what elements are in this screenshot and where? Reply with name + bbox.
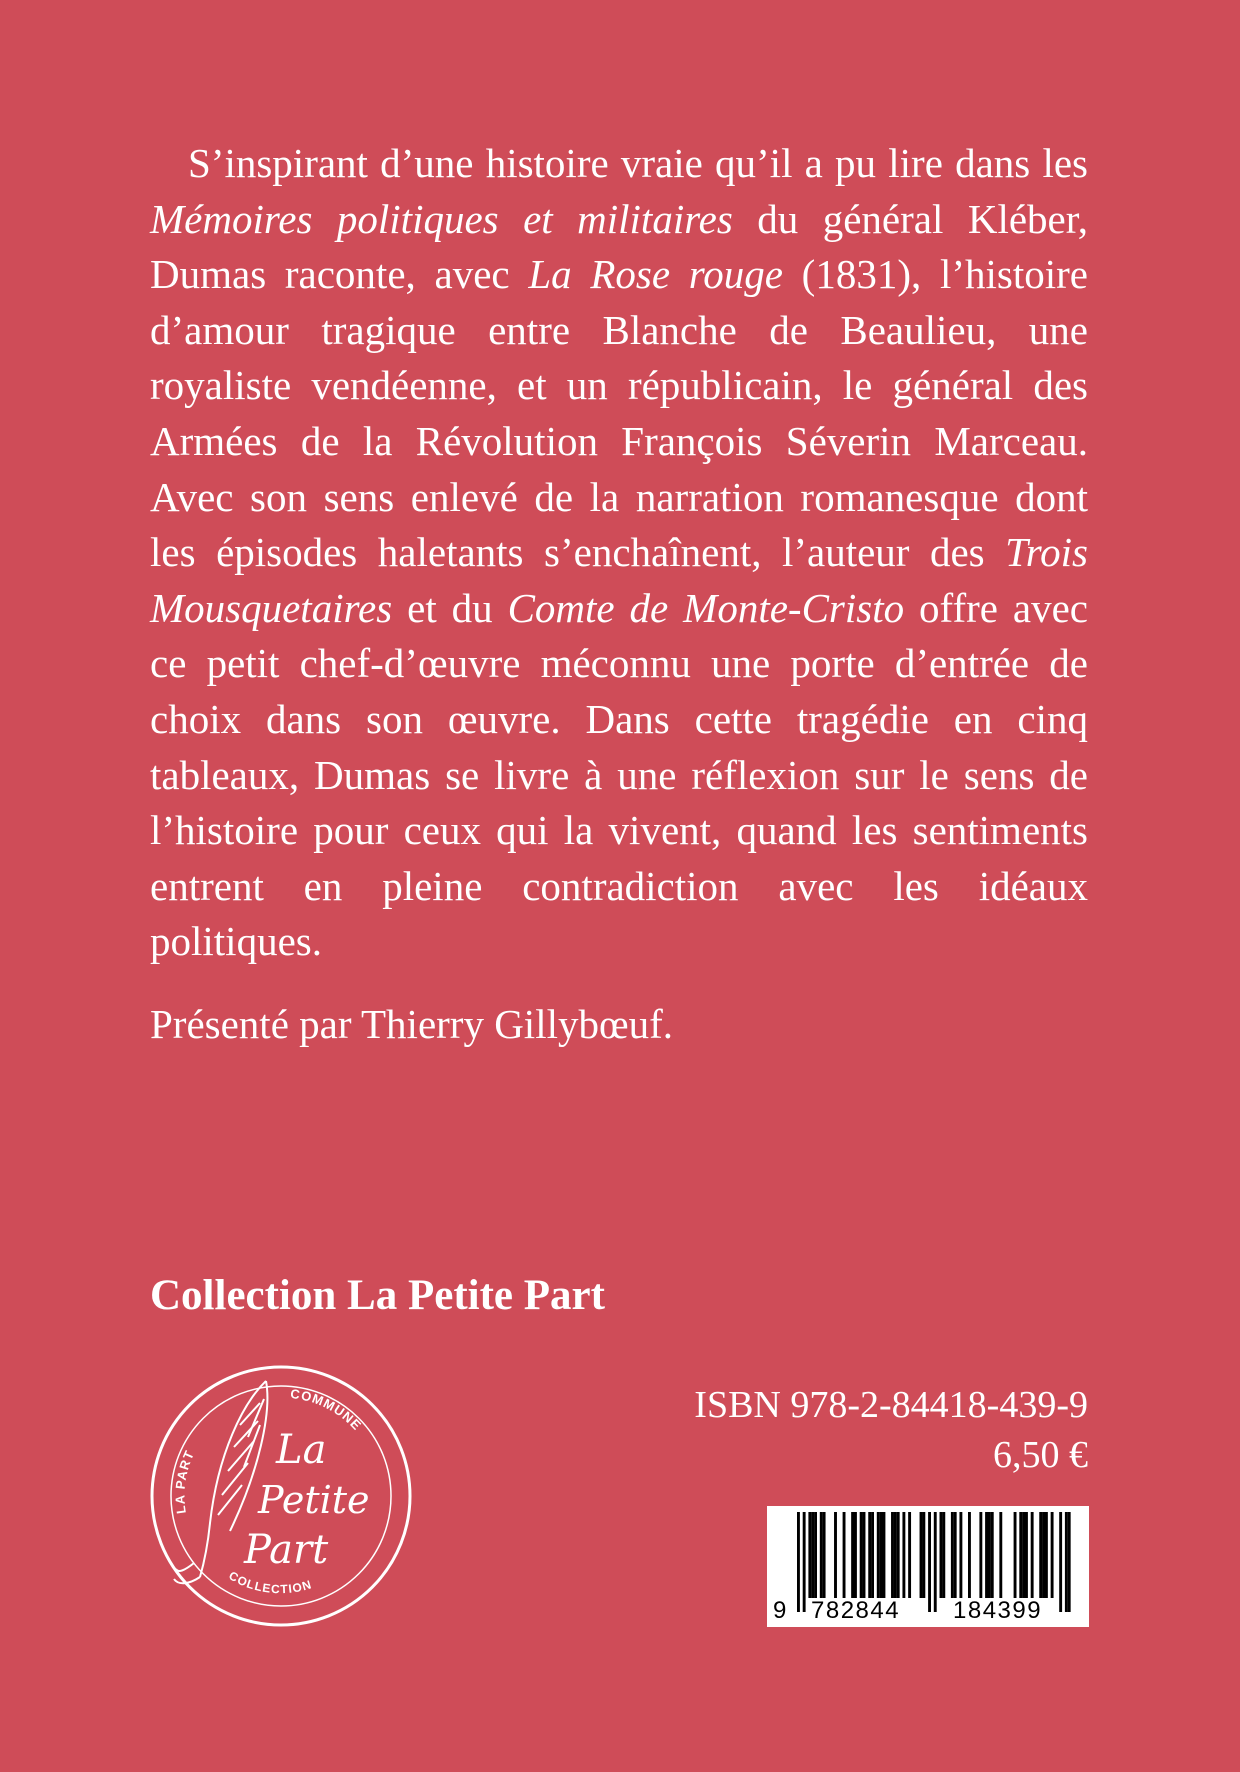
barcode-bar	[880, 1512, 883, 1598]
barcode-bar	[897, 1512, 900, 1598]
barcode-bar	[1014, 1512, 1017, 1598]
logo-script-petite: Petite	[258, 1478, 370, 1522]
logo-script-part: Part	[244, 1527, 329, 1573]
barcode-bar	[891, 1512, 894, 1598]
barcode-bar	[979, 1512, 982, 1598]
blurb-text-3: (1831), l’histoire d’amour tragique entre Blanche de Beaulieu, une royaliste vendéenne, et un républicain, le général des Armées de la Révolution François Séverin Marceau. Avec son sens enlevé de la narration romanesque dont les épisodes haletants s’enchaînent, l’auteur des	[150, 251, 1088, 576]
barcode-bar	[877, 1512, 880, 1598]
barcode-lead-digit: 9	[773, 1597, 788, 1624]
barcode-bar	[1022, 1512, 1025, 1598]
barcode-bar	[811, 1512, 814, 1598]
blurb-title-memoires: Mémoires politiques et militaires	[150, 195, 733, 242]
barcode-bar	[940, 1512, 943, 1598]
collection-title: Collection La Petite Part	[150, 1272, 605, 1319]
barcode-bar	[814, 1512, 817, 1598]
barcode-guard-bar	[1065, 1512, 1068, 1612]
barcode-bar	[988, 1512, 991, 1598]
barcode-guard-bar	[1059, 1512, 1062, 1612]
back-cover-blurb	[150, 136, 1088, 970]
barcode-bar	[883, 1512, 886, 1598]
barcode-guard-bar	[1068, 1512, 1071, 1612]
barcode-bar	[1045, 1512, 1048, 1598]
barcode-bar	[999, 1512, 1002, 1598]
blurb-text-1: S’inspirant d’une histoire vraie qu’il a pu lire dans les	[188, 140, 1088, 186]
barcode-bar	[954, 1512, 957, 1598]
isbn-number: ISBN 978-2-84418-439-9	[694, 1384, 1088, 1426]
barcode-bar	[991, 1512, 994, 1598]
price: 6,50 €	[993, 1434, 1088, 1476]
barcode-bar	[1025, 1512, 1028, 1598]
blurb-text-4: et du	[392, 584, 508, 631]
logo-arc-collection: COLLECTION	[226, 1568, 314, 1597]
barcode-bar	[820, 1512, 823, 1598]
barcode-bar	[894, 1512, 897, 1598]
barcode-bar	[968, 1512, 971, 1598]
blurb-title-rose-rouge: La Rose rouge	[528, 251, 783, 298]
barcode-bar	[860, 1512, 863, 1598]
barcode-bar	[1019, 1512, 1022, 1598]
isbn-barcode	[767, 1506, 1089, 1627]
barcode-bar	[823, 1512, 826, 1598]
barcode-bar	[843, 1512, 846, 1598]
barcode-bar	[851, 1512, 854, 1598]
barcode-bar	[985, 1512, 988, 1598]
barcode-bar	[863, 1512, 866, 1598]
blurb-text-2: du général Kléber, Dumas raconte, avec	[150, 195, 1088, 298]
barcode-bar	[959, 1512, 962, 1598]
barcode-bar	[834, 1512, 837, 1598]
barcode-bar	[871, 1512, 874, 1598]
barcode-bar	[1039, 1512, 1042, 1598]
barcode-bar	[920, 1512, 923, 1598]
logo-arc-la-part: LA PART	[172, 1447, 198, 1515]
barcode-bar	[868, 1512, 871, 1598]
barcode-bar	[922, 1512, 925, 1598]
barcode-bar	[942, 1512, 945, 1598]
barcode-bar	[951, 1512, 954, 1598]
barcode-bar	[1051, 1512, 1054, 1598]
barcode-bar	[1031, 1512, 1034, 1598]
barcode-bar	[854, 1512, 857, 1598]
collection-logo-seal	[148, 1363, 414, 1629]
isbn-price-block	[694, 1380, 1088, 1480]
blurb-title-trois-mousquetaires: Trois Mousquetaires	[150, 529, 1088, 631]
blurb-title-monte-cristo: Comte de Monte-Cristo	[507, 584, 905, 631]
logo-arc-commune: COMMUNE	[289, 1385, 365, 1434]
barcode-guard-bar	[803, 1512, 806, 1612]
barcode-bar	[1042, 1512, 1045, 1598]
barcode-guard-bar	[928, 1512, 931, 1612]
barcode-bar	[908, 1512, 911, 1598]
barcode-guard-bar	[797, 1512, 800, 1612]
barcode-right-digits: 184399	[953, 1597, 1043, 1624]
logo-script-la: La	[276, 1427, 327, 1473]
blurb-paragraph	[150, 136, 1088, 970]
barcode-bar	[808, 1512, 811, 1598]
barcode-guard-bar	[934, 1512, 937, 1612]
barcode-bar	[902, 1512, 905, 1598]
presenter-credit: Présenté par Thierry Gillybœuf.	[150, 1001, 673, 1047]
blurb-text-5: offre avec ce petit chef-d’œuvre méconnu une porte d’entrée de choix dans son œuvre. Dans cette tragédie en cinq tableaux, Dumas se livre à une réflexion sur le sens de l’histoire pour ceux qui la vivent, quand les sentiments entrent en pleine contradiction avec les idéaux politiques.	[150, 584, 1088, 965]
barcode-left-digits: 782844	[811, 1597, 901, 1624]
